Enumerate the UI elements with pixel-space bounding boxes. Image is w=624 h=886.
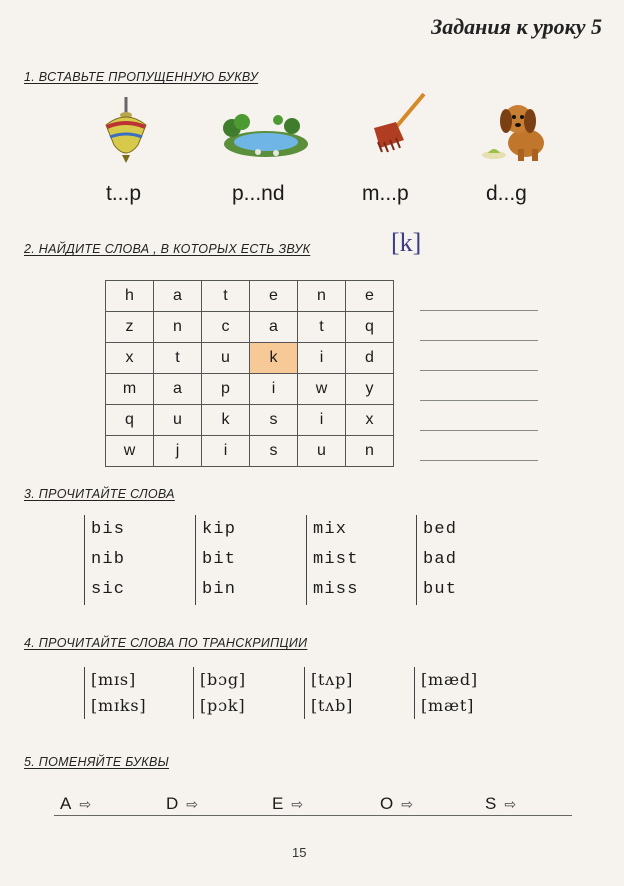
arrow-right-icon: ⇨ (79, 796, 92, 812)
word: kip (202, 520, 237, 539)
target-sound: [k] (391, 228, 422, 257)
swap-item-e (272, 794, 303, 814)
grid-cell[interactable]: z (106, 312, 154, 343)
word: but (423, 580, 458, 599)
transcription: [mæt] (421, 696, 475, 715)
grid-cell[interactable]: u (298, 436, 346, 467)
transcription: [bɔg] (200, 670, 246, 689)
swap-letter: S (485, 794, 497, 813)
grid-row (106, 374, 394, 405)
transcription-column-1 (84, 667, 146, 719)
arrow-right-icon: ⇨ (504, 796, 517, 812)
grid-cell[interactable]: q (346, 312, 394, 343)
grid-cell[interactable]: t (154, 343, 202, 374)
grid-cell[interactable]: a (154, 281, 202, 312)
grid-row (106, 312, 394, 343)
word: bin (202, 580, 237, 599)
transcription-column-2 (193, 667, 246, 719)
task1-word-4: d...g (486, 182, 527, 205)
grid-cell[interactable]: x (106, 343, 154, 374)
answer-line[interactable] (420, 340, 538, 341)
word: mist (313, 550, 359, 569)
answer-line[interactable] (420, 400, 538, 401)
swap-letter: E (272, 794, 284, 813)
answer-line[interactable] (420, 370, 538, 371)
grid-cell[interactable]: e (346, 281, 394, 312)
word-column-4 (416, 515, 457, 605)
word: sic (91, 580, 126, 599)
grid-cell[interactable]: k (250, 343, 298, 374)
grid-cell[interactable]: u (202, 343, 250, 374)
swap-letter: A (60, 794, 72, 813)
grid-row (106, 343, 394, 374)
grid-cell[interactable]: i (298, 405, 346, 436)
grid-cell[interactable]: h (106, 281, 154, 312)
pond-icon (218, 110, 310, 160)
grid-row (106, 281, 394, 312)
answer-line[interactable] (420, 310, 538, 311)
grid-cell[interactable]: n (346, 436, 394, 467)
swap-item-o (380, 794, 413, 814)
grid-cell[interactable]: n (298, 281, 346, 312)
swap-letter: O (380, 794, 394, 813)
grid-cell[interactable]: m (106, 374, 154, 405)
transcription: [mɪks] (91, 696, 147, 715)
transcription-column-3 (304, 667, 353, 719)
arrow-right-icon: ⇨ (186, 796, 199, 812)
grid-row (106, 436, 394, 467)
answer-line[interactable] (420, 430, 538, 431)
transcription: [pɔk] (200, 696, 246, 715)
grid-cell[interactable]: n (154, 312, 202, 343)
word: bed (423, 520, 458, 539)
grid-cell[interactable]: p (202, 374, 250, 405)
task1-word-3: m...p (362, 182, 409, 205)
grid-cell[interactable]: t (298, 312, 346, 343)
grid-cell[interactable]: s (250, 405, 298, 436)
mop-icon (370, 92, 428, 154)
transcription-column-4 (414, 667, 478, 719)
page-number: 15 (292, 845, 307, 860)
transcription: [tʌp] (311, 670, 354, 689)
grid-cell[interactable]: i (298, 343, 346, 374)
word: mix (313, 520, 348, 539)
task1-title: 1. ВСТАВЬТЕ ПРОПУЩЕННУЮ БУКВУ (24, 70, 259, 84)
answer-line[interactable] (54, 815, 572, 816)
grid-cell[interactable]: w (106, 436, 154, 467)
grid-cell[interactable]: q (106, 405, 154, 436)
word: nib (91, 550, 126, 569)
grid-cell[interactable]: j (154, 436, 202, 467)
word-column-1 (84, 515, 125, 605)
word: miss (313, 580, 359, 599)
word: bis (91, 520, 126, 539)
grid-cell[interactable]: u (154, 405, 202, 436)
transcription: [mɪs] (91, 670, 136, 689)
word-column-3 (306, 515, 359, 605)
task4-title: 4. ПРОЧИТАЙТЕ СЛОВА ПО ТРАНСКРИПЦИИ (24, 636, 308, 650)
swap-letter: D (166, 794, 179, 813)
dog-icon (482, 95, 558, 163)
grid-cell[interactable]: w (298, 374, 346, 405)
grid-cell[interactable]: t (202, 281, 250, 312)
grid-cell[interactable]: a (250, 312, 298, 343)
arrow-right-icon: ⇨ (401, 796, 413, 812)
grid-cell[interactable]: a (154, 374, 202, 405)
grid-cell[interactable]: e (250, 281, 298, 312)
grid-cell[interactable]: s (250, 436, 298, 467)
spinning-top-icon (100, 95, 152, 165)
word-column-2 (195, 515, 236, 605)
task1-word-2: p...nd (232, 182, 285, 205)
letter-grid (105, 280, 394, 467)
swap-item-a (60, 794, 91, 814)
word: bit (202, 550, 237, 569)
task2-title: 2. НАЙДИТЕ СЛОВА , В КОТОРЫХ ЕСТЬ ЗВУК (24, 242, 311, 256)
grid-row (106, 405, 394, 436)
answer-line[interactable] (420, 460, 538, 461)
task3-title: 3. ПРОЧИТАЙТЕ СЛОВА (24, 487, 175, 501)
grid-cell[interactable]: d (346, 343, 394, 374)
grid-cell[interactable]: x (346, 405, 394, 436)
arrow-right-icon: ⇨ (291, 796, 304, 812)
transcription: [tʌb] (311, 696, 354, 715)
word: bad (423, 550, 458, 569)
grid-cell[interactable]: i (202, 436, 250, 467)
task5-title: 5. ПОМЕНЯЙТЕ БУКВЫ (24, 755, 169, 769)
swap-item-d (166, 794, 198, 814)
page-title: Задания к уроку 5 (431, 14, 602, 39)
grid-cell[interactable]: k (202, 405, 250, 436)
transcription: [mæd] (421, 670, 478, 689)
swap-item-s (485, 794, 516, 814)
grid-cell[interactable]: i (250, 374, 298, 405)
task1-word-1: t...p (106, 182, 142, 205)
grid-cell[interactable]: y (346, 374, 394, 405)
grid-cell[interactable]: c (202, 312, 250, 343)
